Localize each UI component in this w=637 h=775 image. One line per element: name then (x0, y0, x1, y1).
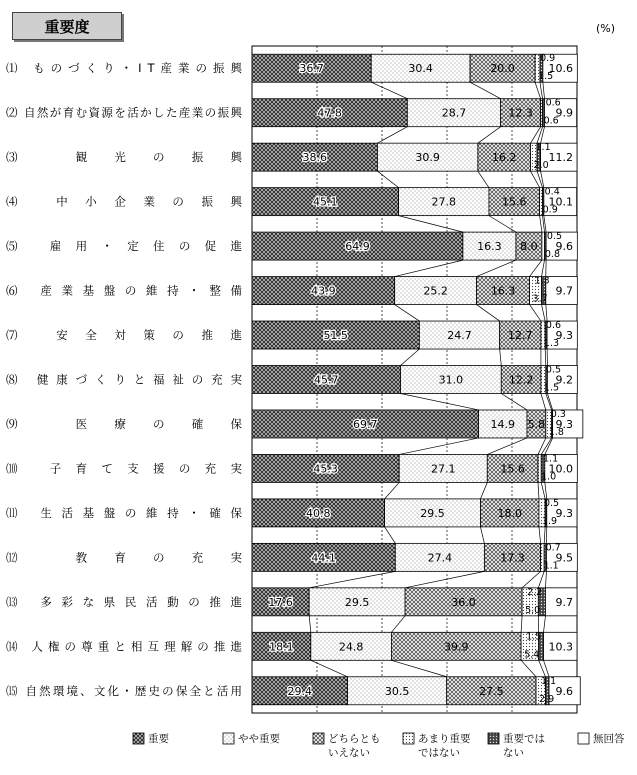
connector-line (480, 527, 484, 543)
category-label: ⒀ 多彩な県民活動の推進 (6, 594, 242, 609)
connector-line (537, 171, 543, 187)
data-label: 0.5 (546, 231, 563, 243)
legend-swatch (403, 733, 414, 744)
data-label: 1.0 (541, 471, 557, 483)
connector-line (541, 438, 551, 454)
data-label: 0.6 (545, 97, 561, 109)
data-label: 47.8 (317, 106, 342, 120)
connector-line (477, 260, 516, 276)
legend-label: 重要 (148, 733, 169, 745)
data-label: 18.0 (497, 506, 522, 520)
data-label: 9.5 (555, 551, 573, 565)
data-label: 45.7 (314, 373, 339, 387)
data-label: 20.0 (490, 62, 515, 76)
data-label: 12.2 (508, 373, 534, 387)
data-label: 27.1 (431, 462, 456, 476)
data-label: 0.5 (545, 364, 562, 376)
data-label: 45.1 (313, 195, 338, 209)
legend-label: いえない (328, 747, 370, 759)
data-label: 2.9 (539, 693, 555, 705)
data-label: 29.5 (344, 595, 370, 609)
connector-line (522, 571, 541, 587)
connector-line (401, 349, 420, 365)
data-label: 1.3 (534, 275, 550, 287)
connector-line (521, 660, 536, 676)
data-label: 2.0 (533, 160, 549, 172)
connector-line (542, 260, 545, 276)
unit-label: (%) (596, 22, 616, 35)
legend-label: あまり重要 (418, 733, 471, 745)
connector-line (535, 82, 541, 98)
data-label: 9.9 (555, 106, 573, 120)
data-label: 1.3 (543, 338, 560, 350)
connector-line (543, 82, 545, 98)
connector-line (399, 216, 463, 232)
data-label: 0.6 (543, 115, 559, 127)
data-label: 1.1 (543, 560, 559, 572)
connector-line (477, 305, 500, 321)
category-label: ⑾ 生活基盤の維持・確保 (6, 505, 242, 520)
connector-line (530, 260, 542, 276)
data-label: 1.1 (541, 675, 557, 687)
legend-label: 無回答 (593, 733, 625, 745)
category-labels (6, 61, 244, 698)
legend (133, 732, 625, 759)
legend-swatch (133, 733, 144, 744)
connector-line (311, 660, 348, 676)
connector-line (545, 482, 547, 498)
category-label: ⑶ 観光の振興 (6, 150, 242, 165)
legend-label: どちらとも (328, 733, 381, 745)
connector-line (541, 482, 545, 498)
data-label: 12.7 (508, 329, 533, 343)
connector-line (541, 394, 546, 410)
connector-line (538, 571, 544, 587)
category-label: ⒂ 自然環境、文化・歴史の保全と活用 (6, 683, 242, 698)
connector-line (545, 349, 546, 365)
category-label: ⑸ 雇用・定住の促進 (6, 239, 242, 254)
connector-line (377, 171, 398, 187)
data-label: 12.3 (508, 106, 533, 120)
category-label: ⑿ 教育の充実 (6, 550, 242, 565)
connector-line (538, 482, 539, 498)
connector-line (401, 394, 479, 410)
data-label: 39.9 (444, 640, 469, 654)
category-label: ⑴ ものづくり・IT産業の振興 (6, 61, 242, 76)
category-label: ⑵ 自然が育む資源を活かした産業の振興 (6, 105, 242, 120)
category-label: ⑹ 産業基盤の維持・整備 (6, 283, 242, 298)
connector-line (395, 260, 463, 276)
data-label: 24.8 (338, 640, 364, 654)
data-label: 0.3 (550, 408, 566, 420)
data-label: 25.2 (423, 284, 448, 298)
data-label: 1.9 (541, 515, 558, 527)
data-label: 24.7 (447, 329, 472, 343)
connector-line (530, 305, 541, 321)
data-label: 9.3 (555, 506, 573, 520)
data-label: 38.6 (302, 151, 327, 165)
data-label: 0.4 (544, 186, 560, 198)
data-label: 16.2 (491, 151, 517, 165)
data-label: 14.9 (490, 417, 515, 431)
data-label: 45.3 (313, 462, 338, 476)
connector-line (544, 616, 546, 632)
category-label: ⑽ 子育て支援の充実 (6, 461, 242, 476)
data-label: 30.5 (384, 684, 410, 698)
connector-line (487, 438, 527, 454)
data-label: 5.4 (524, 649, 540, 661)
connector-line (540, 82, 543, 98)
data-label: 9.7 (555, 284, 573, 298)
data-label: 16.3 (477, 240, 502, 254)
data-label: 27.4 (427, 551, 453, 565)
data-label: 9.3 (555, 329, 573, 343)
data-label: 30.9 (415, 151, 440, 165)
connector-line (547, 394, 552, 410)
data-label: 15.6 (502, 195, 527, 209)
data-label: 9.3 (555, 417, 573, 431)
data-label: 27.8 (431, 195, 456, 209)
connector-line (546, 394, 552, 410)
data-label: 10.1 (548, 195, 573, 209)
data-label: 30.4 (408, 62, 433, 76)
data-label: 1.5 (526, 631, 542, 643)
data-label: 2.2 (527, 586, 543, 598)
legend-label: 重要では (503, 733, 545, 745)
legend-swatch (488, 733, 499, 744)
connector-line (385, 527, 396, 543)
connector-line (470, 82, 501, 98)
data-label: 64.9 (345, 240, 370, 254)
data-label: 0.9 (542, 204, 558, 216)
connector-line (391, 660, 446, 676)
connector-line (521, 616, 522, 632)
data-label: 5.0 (525, 604, 541, 616)
data-label: 36.7 (299, 62, 324, 76)
data-label: 29.5 (420, 506, 445, 520)
connector-line (385, 482, 400, 498)
data-label: 9.6 (555, 684, 573, 698)
data-label: 0.8 (544, 249, 561, 261)
connector-line (371, 82, 407, 98)
category-label: ⒁ 人権の尊重と相互理解の推進 (6, 639, 242, 654)
legend-swatch (313, 733, 324, 744)
connector-line (541, 127, 545, 143)
connector-line (531, 127, 541, 143)
connector-line (531, 171, 540, 187)
bars (252, 53, 583, 705)
data-label: 10.6 (548, 62, 573, 76)
connector-line (501, 394, 527, 410)
data-label: 8.0 (520, 240, 538, 254)
data-label: 31.0 (438, 373, 464, 387)
data-label: 3.7 (532, 293, 548, 305)
connector-line (405, 571, 484, 587)
legend-label: やや重要 (238, 733, 280, 745)
data-label: 69.7 (353, 417, 378, 431)
data-label: 15.6 (500, 462, 525, 476)
connector-line (309, 616, 311, 632)
data-label: 11.2 (548, 151, 573, 165)
data-label: 1.5 (543, 382, 560, 394)
category-label: ⑺ 安全対策の推進 (6, 328, 242, 343)
legend-swatch (578, 733, 589, 744)
connector-line (537, 127, 543, 143)
connector-line (545, 571, 546, 587)
data-label: 18.1 (269, 640, 294, 654)
connector-line (395, 305, 420, 321)
data-label: 29.4 (287, 684, 313, 698)
data-label: 5.8 (527, 417, 546, 431)
data-label: 51.5 (323, 329, 348, 343)
data-label: 16.3 (490, 284, 516, 298)
connector-line (478, 171, 489, 187)
data-label: 1.5 (538, 71, 554, 83)
data-label: 28.7 (441, 106, 467, 120)
connector-line (399, 438, 478, 454)
data-label: 10.0 (548, 462, 573, 476)
legend-label: ない (503, 747, 524, 759)
data-label: 10.3 (548, 640, 573, 654)
data-label: 36.0 (451, 595, 476, 609)
data-label: 17.6 (268, 595, 293, 609)
category-label: ⑷ 中小企業の振興 (6, 194, 242, 209)
data-label: 27.5 (479, 684, 504, 698)
data-label: 40.8 (306, 506, 331, 520)
connector-line (391, 616, 405, 632)
data-label: 1.1 (543, 453, 559, 465)
data-label: 1.8 (548, 426, 564, 438)
chart-title: 重要度 (12, 12, 122, 40)
category-label: ⑻ 健康づくりと福祉の充実 (6, 372, 242, 387)
data-label: 1.1 (535, 142, 551, 154)
legend-swatch (223, 733, 234, 744)
connector-line (500, 349, 502, 365)
connector-line (541, 171, 544, 187)
data-label: 0.9 (540, 53, 556, 65)
connector-line (539, 527, 541, 543)
data-label: 17.3 (500, 551, 525, 565)
data-label: 43.9 (311, 284, 336, 298)
connector-line (545, 438, 553, 454)
data-label: 9.6 (555, 240, 573, 254)
data-label: 0.5 (543, 497, 560, 509)
data-label: 9.7 (555, 595, 573, 609)
connector-line (540, 216, 542, 232)
data-label: 44.1 (311, 551, 336, 565)
connector-line (546, 305, 547, 321)
connector-line (544, 527, 545, 543)
connector-line (542, 305, 546, 321)
connector-line (538, 438, 546, 454)
legend-label: ではない (418, 747, 460, 759)
connector-line (480, 482, 487, 498)
data-label: 0.7 (545, 542, 561, 554)
category-label: ⑼ 医療の確保 (6, 416, 242, 431)
data-label: 9.2 (555, 373, 573, 387)
data-label: 0.6 (545, 320, 562, 332)
connector-line (478, 127, 501, 143)
connector-line (309, 571, 395, 587)
